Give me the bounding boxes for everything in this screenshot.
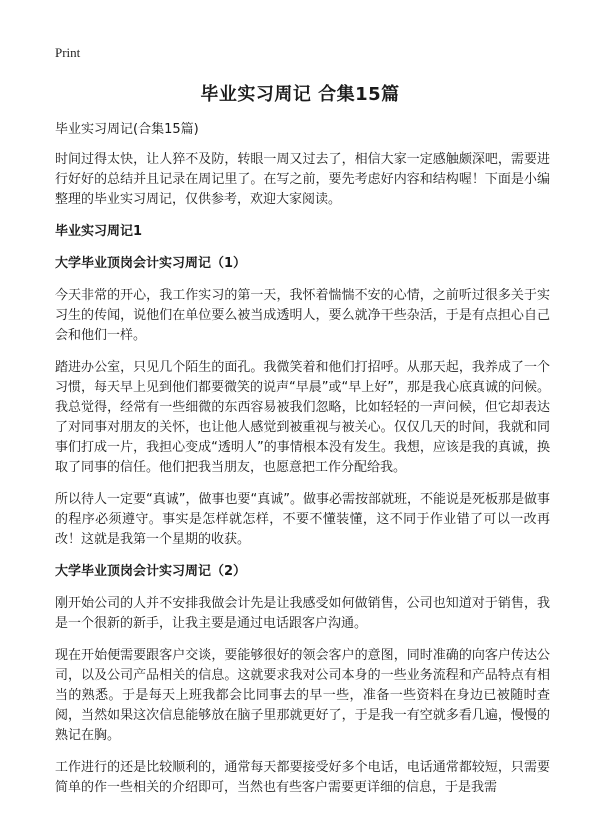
- entry1-paragraph-3: 所以待人一定要“真诚”，做事也要“真诚”。做事必需按部就班，不能说是死板那是做事的程序必须遵守。事实是怎样就怎样，不要不懂装懂，这不同于作业错了可以一改再改！这就是我第一个星期的收获。: [55, 492, 550, 547]
- entry2-paragraph-3: 工作进行的还是比较顺利的，通常每天都要接受好多个电话，电话通常都较短，只需要简单的作一些相关的介绍即可，当然也有些客户需要更详细的信息，于是我需: [55, 760, 550, 795]
- intro-paragraph: 时间过得太快，让人猝不及防，转眼一周又过去了，相信大家一定感触颇深吧，需要进行好好的总结并且记录在周记里了。在写之前，要先考虑好内容和结构喔！下面是小编整理的毕业实习周记，仅供参考，欢迎大家阅读。: [55, 152, 550, 207]
- document-subtitle: 毕业实习周记(合集15篇): [55, 122, 199, 137]
- section-heading: 毕业实习周记1: [55, 224, 143, 239]
- entry1-paragraph-1: 今天非常的开心，我工作实习的第一天，我怀着惴惴不安的心情，之前听过很多关于实习生的传闻，说他们在单位要么被当成透明人，要么就净干些杂活，于是有点担心自己会和他们一样。: [55, 288, 550, 343]
- entry2-paragraph-1: 刚开始公司的人并不安排我做会计先是让我感受如何做销售，公司也知道对于销售，我是一个很新的新手，让我主要是通过电话跟客户沟通。: [55, 596, 550, 631]
- entry-heading-2: 大学毕业顶岗会计实习周记（2）: [55, 564, 247, 579]
- entry1-paragraph-2: 踏进办公室，只见几个陌生的面孔。我微笑着和他们打招呼。从那天起，我养成了一个习惯，每天早上见到他们都要微笑的说声“早晨”或“早上好”，那是我心底真诚的问候。我总觉得，经常有一些细微的东西容易被我们忽略，比如轻轻的一声问候，但它却表达了对同事对朋友的关怀，也让他人感觉到被重视与被关心。仅仅几天的时间，我就和同事们打成一片，我担心变成“透明人”的事情根本没有发生。我想，应该是我的真诚，换取了同事的信任。他们把我当朋友，也愿意把工作分配给我。: [55, 360, 550, 475]
- document-body: [55, 120, 550, 810]
- document-title: 毕业实习周记 合集15篇: [200, 84, 400, 105]
- entry2-paragraph-2: 现在开始便需要跟客户交谈，要能够很好的领会客户的意图，同时准确的向客户传达公司，以及公司产品相关的信息。这就要求我对公司本身的一些业务流程和产品特点有相当的熟悉。于是每天上班我都会比同事去的早一些，准备一些资料在身边已被随时查阅，当然如果这次信息能够放在脑子里那就更好了，于是我一有空就多看几遍，慢慢的熟记在胸。: [55, 648, 550, 743]
- entry-heading-1: 大学毕业顶岗会计实习周记（1）: [55, 256, 247, 271]
- print-label[interactable]: Print: [55, 45, 81, 60]
